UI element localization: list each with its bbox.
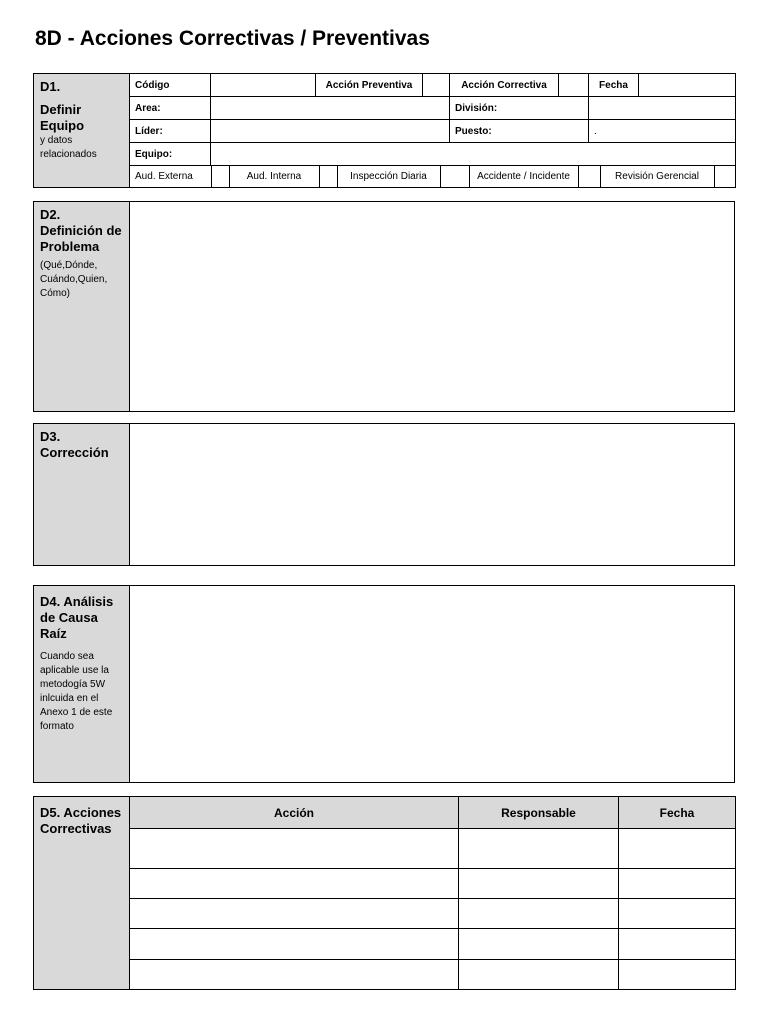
aud-externa-checkbox[interactable] bbox=[211, 166, 229, 187]
aud-interna-label: Aud. Interna bbox=[229, 166, 319, 187]
responsable-cell[interactable] bbox=[459, 929, 619, 960]
responsable-cell[interactable] bbox=[459, 899, 619, 929]
accion-cell[interactable] bbox=[130, 899, 459, 929]
d2-subtitle: (Qué,Dónde, Cuándo,Quien, Cómo) bbox=[40, 260, 108, 299]
codigo-label: Código bbox=[130, 74, 211, 97]
table-row bbox=[34, 929, 736, 960]
d5-header: D5. Acciones Correctivas bbox=[40, 805, 122, 836]
d2-content-area[interactable] bbox=[130, 202, 735, 412]
d2-header: D2. Definición de Problema bbox=[40, 207, 122, 254]
equipo-field[interactable] bbox=[211, 143, 736, 166]
responsable-cell[interactable] bbox=[459, 960, 619, 990]
accion-correctiva-checkbox[interactable] bbox=[559, 74, 589, 97]
aud-interna-checkbox[interactable] bbox=[319, 166, 337, 187]
page-title: 8D - Acciones Correctivas / Preventivas bbox=[35, 27, 430, 50]
accidente-checkbox[interactable] bbox=[578, 166, 600, 187]
d5-header-cell bbox=[34, 797, 130, 990]
accion-cell[interactable] bbox=[130, 929, 459, 960]
revision-checkbox[interactable] bbox=[714, 166, 736, 187]
area-field[interactable] bbox=[211, 97, 450, 120]
d3-section bbox=[33, 423, 735, 566]
accion-correctiva-label: Acción Correctiva bbox=[450, 74, 559, 97]
responsable-column-header: Responsable bbox=[459, 797, 619, 829]
puesto-label: Puesto: bbox=[450, 120, 589, 143]
accidente-label: Accidente / Incidente bbox=[469, 166, 578, 187]
accion-preventiva-label: Acción Preventiva bbox=[316, 74, 423, 97]
fecha-cell[interactable] bbox=[619, 869, 736, 899]
d4-content-area[interactable] bbox=[130, 586, 735, 783]
d4-subtitle: Cuando sea aplicable use la metodogía 5W inlcuida en el Anexo 1 de este formato bbox=[40, 651, 113, 732]
d4-header-cell bbox=[34, 586, 130, 783]
fecha-cell[interactable] bbox=[619, 960, 736, 990]
d2-header-cell bbox=[34, 202, 130, 412]
inspeccion-checkbox[interactable] bbox=[440, 166, 469, 187]
aud-externa-label: Aud. Externa bbox=[130, 166, 211, 187]
division-label: División: bbox=[450, 97, 589, 120]
d1-header-cell bbox=[34, 74, 130, 188]
codigo-field[interactable] bbox=[211, 74, 316, 97]
responsable-cell[interactable] bbox=[459, 829, 619, 869]
fecha-column-header: Fecha bbox=[619, 797, 736, 829]
d1-section bbox=[33, 73, 736, 188]
fecha-cell[interactable] bbox=[619, 899, 736, 929]
d3-content-area[interactable] bbox=[130, 424, 735, 566]
area-label: Area: bbox=[130, 97, 211, 120]
lider-field[interactable] bbox=[211, 120, 450, 143]
d1-header: D1. bbox=[40, 79, 61, 94]
d3-header: D3. Corrección bbox=[40, 429, 109, 460]
revision-label: Revisión Gerencial bbox=[600, 166, 714, 187]
fecha-cell[interactable] bbox=[619, 929, 736, 960]
d1-subtitle: y datos relacionados bbox=[40, 135, 97, 160]
d2-section bbox=[33, 201, 735, 412]
lider-label: Líder: bbox=[130, 120, 211, 143]
fecha-field[interactable] bbox=[639, 74, 736, 97]
accion-cell[interactable] bbox=[130, 869, 459, 899]
table-row bbox=[34, 869, 736, 899]
puesto-field[interactable]: . bbox=[589, 120, 736, 143]
table-row bbox=[34, 829, 736, 869]
inspeccion-label: Inspección Diaria bbox=[337, 166, 440, 187]
d4-header: D4. Análisis de Causa Raíz bbox=[40, 594, 114, 641]
table-row bbox=[34, 899, 736, 929]
fecha-cell[interactable] bbox=[619, 829, 736, 869]
d1-header-title: Definir Equipo bbox=[40, 102, 85, 133]
d4-section bbox=[33, 585, 735, 783]
division-field[interactable] bbox=[589, 97, 736, 120]
accion-cell[interactable] bbox=[130, 960, 459, 990]
fecha-label: Fecha bbox=[589, 74, 639, 97]
table-row bbox=[34, 960, 736, 990]
accion-column-header: Acción bbox=[130, 797, 459, 829]
responsable-cell[interactable] bbox=[459, 869, 619, 899]
equipo-label: Equipo: bbox=[130, 143, 211, 166]
d3-header-cell bbox=[34, 424, 130, 566]
accion-preventiva-checkbox[interactable] bbox=[423, 74, 450, 97]
accion-cell[interactable] bbox=[130, 829, 459, 869]
d5-section bbox=[33, 796, 736, 990]
